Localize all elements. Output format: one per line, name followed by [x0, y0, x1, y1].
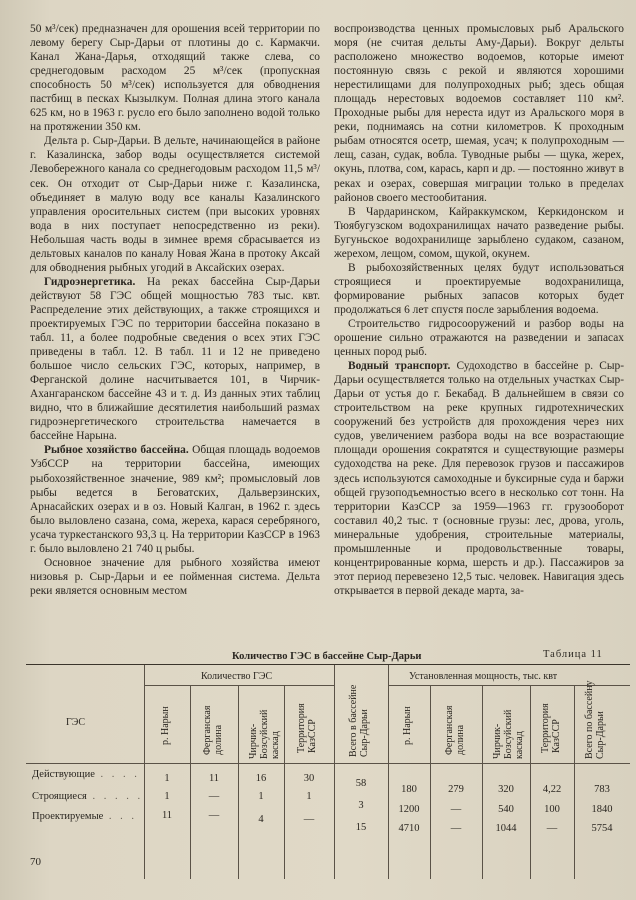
table-cell: 1	[306, 791, 312, 802]
table-cell: 4710	[398, 823, 420, 834]
section-heading: Водный транспорт.	[348, 360, 451, 373]
table-cell: 279	[448, 784, 464, 795]
table-cell: —	[546, 823, 558, 834]
table-number: Таблица 11	[543, 649, 603, 660]
paragraph	[334, 359, 624, 598]
table-cell: 3	[358, 800, 364, 811]
power-col-header-kazssr: Территория КазССР	[540, 703, 562, 753]
table-cell: 783	[594, 784, 610, 795]
table-cell: 4	[258, 814, 264, 825]
paragraph: В Чардаринском, Кайраккумском, Керкидонском и Тюябугузском водохранилищах начато разведение рыбы. Бугуньское водохранилище зарыблено судаком, сазаном, жерехом, лещом, сомом, щукой, окунем.	[334, 205, 624, 260]
paragraph: Строительство гидросооружений и разбор воды на орошение сильно отражаются на разведении и запасах ценных пород рыб.	[334, 317, 624, 359]
table-title: Количество ГЭС в бассейне Сыр-Дарьи	[232, 651, 422, 662]
col-header-total: Всего в бассейне Сыр-Дарьи	[348, 684, 370, 757]
table-row-label: Строящиеся . . . . .	[32, 791, 144, 802]
table-cell: —	[450, 804, 462, 815]
table-cell: 5754	[591, 823, 613, 834]
power-col-header-fergana: Ферганская долина	[444, 705, 466, 755]
table-cell: 11	[208, 773, 220, 784]
table-cell: 30	[303, 773, 315, 784]
paragraph: Дельта р. Сыр-Дарьи. В дельте, начинающейся в районе г. Казалинска, забор воды осуществляется системой Левобережного канала со среднегодовым расходом 11,5 м³/сек. Он отходит от Сыр-Дарьи ниже г. Казалинска, объединяет в малую воду все каналы Казалинского управления оросительных систем (при высоких уровнях вода в них поступает непосредственно из реки). Небольшая часть воды в зимнее время сбрасывается из дельтовых каналов по каналу Новая Жана в протоку Аксай для обводнения рыбных угодий в Аксайских озерах.	[30, 135, 320, 274]
table-cell: —	[303, 814, 315, 825]
table-cell: 1	[258, 791, 264, 802]
left-text-column	[30, 22, 320, 598]
section-heading: Рыбное хозяйство бассейна.	[44, 444, 189, 457]
table-cell: 1	[164, 791, 170, 802]
table-cell: 540	[498, 804, 514, 815]
table-cell: 1200	[398, 804, 420, 815]
table-cell: 1840	[591, 804, 613, 815]
col-header-fergana: Ферганская долина	[202, 705, 224, 755]
power-col-header-total: Всего по бассейну Сыр-Дарьи	[584, 680, 606, 759]
table-cell: 58	[355, 778, 367, 789]
power-group-header: Установленная мощность, тыс. квт	[409, 671, 558, 682]
table-row-label: Действующие . . . .	[32, 769, 140, 780]
paragraph: 50 м³/сек) предназначен для орошения всей территории по левому берегу Сыр-Дарьи от плотины до с. Кармакчи. Канал Жана-Дарья, отходящий также слева, со среднегодовым расходом 25 м³/сек (пропускная способность 50 м³/сек) используется для обводнения пастбищ в песках Кызылкум. Полная длина этого канала 625 км, но в 1963 г. русло его было заполнено водой только на протяжении 350 км.	[30, 23, 320, 134]
table-row-label: Проектируемые . . .	[32, 811, 138, 822]
table-cell: —	[450, 823, 462, 834]
table-cell: 4,22	[542, 784, 562, 795]
table-cell: 11	[161, 810, 173, 821]
paragraph	[30, 275, 320, 444]
row-header: ГЭС	[66, 717, 86, 728]
table-cell: 1044	[495, 823, 517, 834]
paragraph-text: На реках бассейна Сыр-Дарьи действуют 58 ГЭС общей мощностью 783 тыс. квт. Распределение этих действующих, а также строящихся и проектируемых ГЭС по территории бассейна показано в табл. 11, а более подробные сведения о всех этих ГЭС приведены в табл. 12. В табл. 11 и 12 не приведено большое число сельских ГЭС, которых, например, в Ферганской долине насчитывается 101, в Чирчик-Ахангаранском бассейне 43 и т. д. Из данных этих таблиц видно, что в ближайшие десятилетия наибольший размах гидроэнергетического строительства намечается в бассейне Нарына.	[30, 275, 320, 443]
table-cell: —	[208, 810, 220, 821]
table-cell: 1	[164, 773, 170, 784]
table-cell: —	[208, 791, 220, 802]
paragraph-text: Судоходство в бассейне р. Сыр-Дарьи осуществляется только на отдельных участках Сыр-Дарьи от устья до г. Бекабад. В дальнейшем в связи со строительством на реке крупных гидротехнических сооружений без устройств для прохождения через них судов, увеличением разбора воды на все возрастающие площади орошения сократятся и существующие размеры судоходства на реке. Для перевозок грузов и пассажиров здесь используются самоходные и буксирные суда и баржи общей грузоподъемностью всего в несколько сот тонн. На территории КазССР за 1959—1963 гг. грузооборот составил 40,2 тыс. т (основные грузы: лес, дрова, уголь, минеральные удобрения, строительные материалы, промышленные и продовольственные товары, концентрированные корма, шерсть и др.). Пассажиров за этот период перевезено 12,5 тыс. человек. Навигация здесь открывается в первой декаде марта, за-	[334, 360, 624, 597]
paragraph: воспроизводства ценных промысловых рыб Аральского моря (не считая дельты Аму-Дарьи). Вокруг дельты расположено множество водоемов, которые имеют постоянную связь с рекой и являются хорошими нерестилищами для полупроходных рыб; здесь общая площадь нерестовых водоемов составляет 110 км². Проходные рыбы для нереста идут из Аральского моря в реки, поднимаясь на сотни километров. К проходным рыбам относятся осетр, шемая, усач; к полупроходным — лещ, сазан, судак, вобла. Туводные рыбы — щука, жерех, окунь, плотва, сом, карась, карп и др. — постоянно живут в реках и озерах, совершая миграции только в пределах районов своего местообитания.	[334, 23, 624, 204]
power-col-header-naryn: р. Нарын	[402, 706, 413, 745]
table-cell: 180	[401, 784, 417, 795]
table-cell: 16	[255, 773, 267, 784]
col-header-kazssr: Территория КазССР	[296, 703, 318, 753]
table-cell: 100	[544, 804, 560, 815]
section-heading: Гидроэнергетика.	[44, 275, 136, 288]
paragraph	[30, 443, 320, 555]
power-col-header-chirchik: Чирчик-Бозсуйский каскад	[492, 709, 525, 759]
table-cell: 320	[498, 784, 514, 795]
page-number: 70	[30, 856, 41, 868]
col-header-chirchik: Чирчик-Бозсуйский каскад	[248, 709, 281, 759]
right-text-column	[334, 22, 624, 598]
paragraph: В рыбохозяйственных целях будут использоваться строящиеся и проектируемые водохранилища, формирование рыбных запасов которых будет продолжаться 6 лет спустя после зарыбления водоема.	[334, 261, 624, 316]
paragraph-text: Общая площадь водоемов УзбССР на территории бассейна, имеющих рыбохозяйственное значение, 989 км²; промысловый лов рыбы ведется в Беговатских, Дальверзинских, Арнасайских озерах и в оз. Новый Калган, в 1962 г. здесь было выловлено сазана, сома, жереха, карася серебряного, усача туркестанского 93,3 ц. На территории КазССР в 1963 г. было выловлено 21 740 ц рыбы.	[30, 444, 320, 555]
paragraph: Основное значение для рыбного хозяйства имеют низовья р. Сыр-Дарьи и ее пойменная система. Дельта реки является основным местом	[30, 556, 320, 597]
hydro-stations-table	[26, 664, 630, 879]
count-group-header: Количество ГЭС	[201, 671, 273, 682]
table-cell: 15	[355, 822, 367, 833]
col-header-naryn: р. Нарын	[160, 706, 171, 745]
